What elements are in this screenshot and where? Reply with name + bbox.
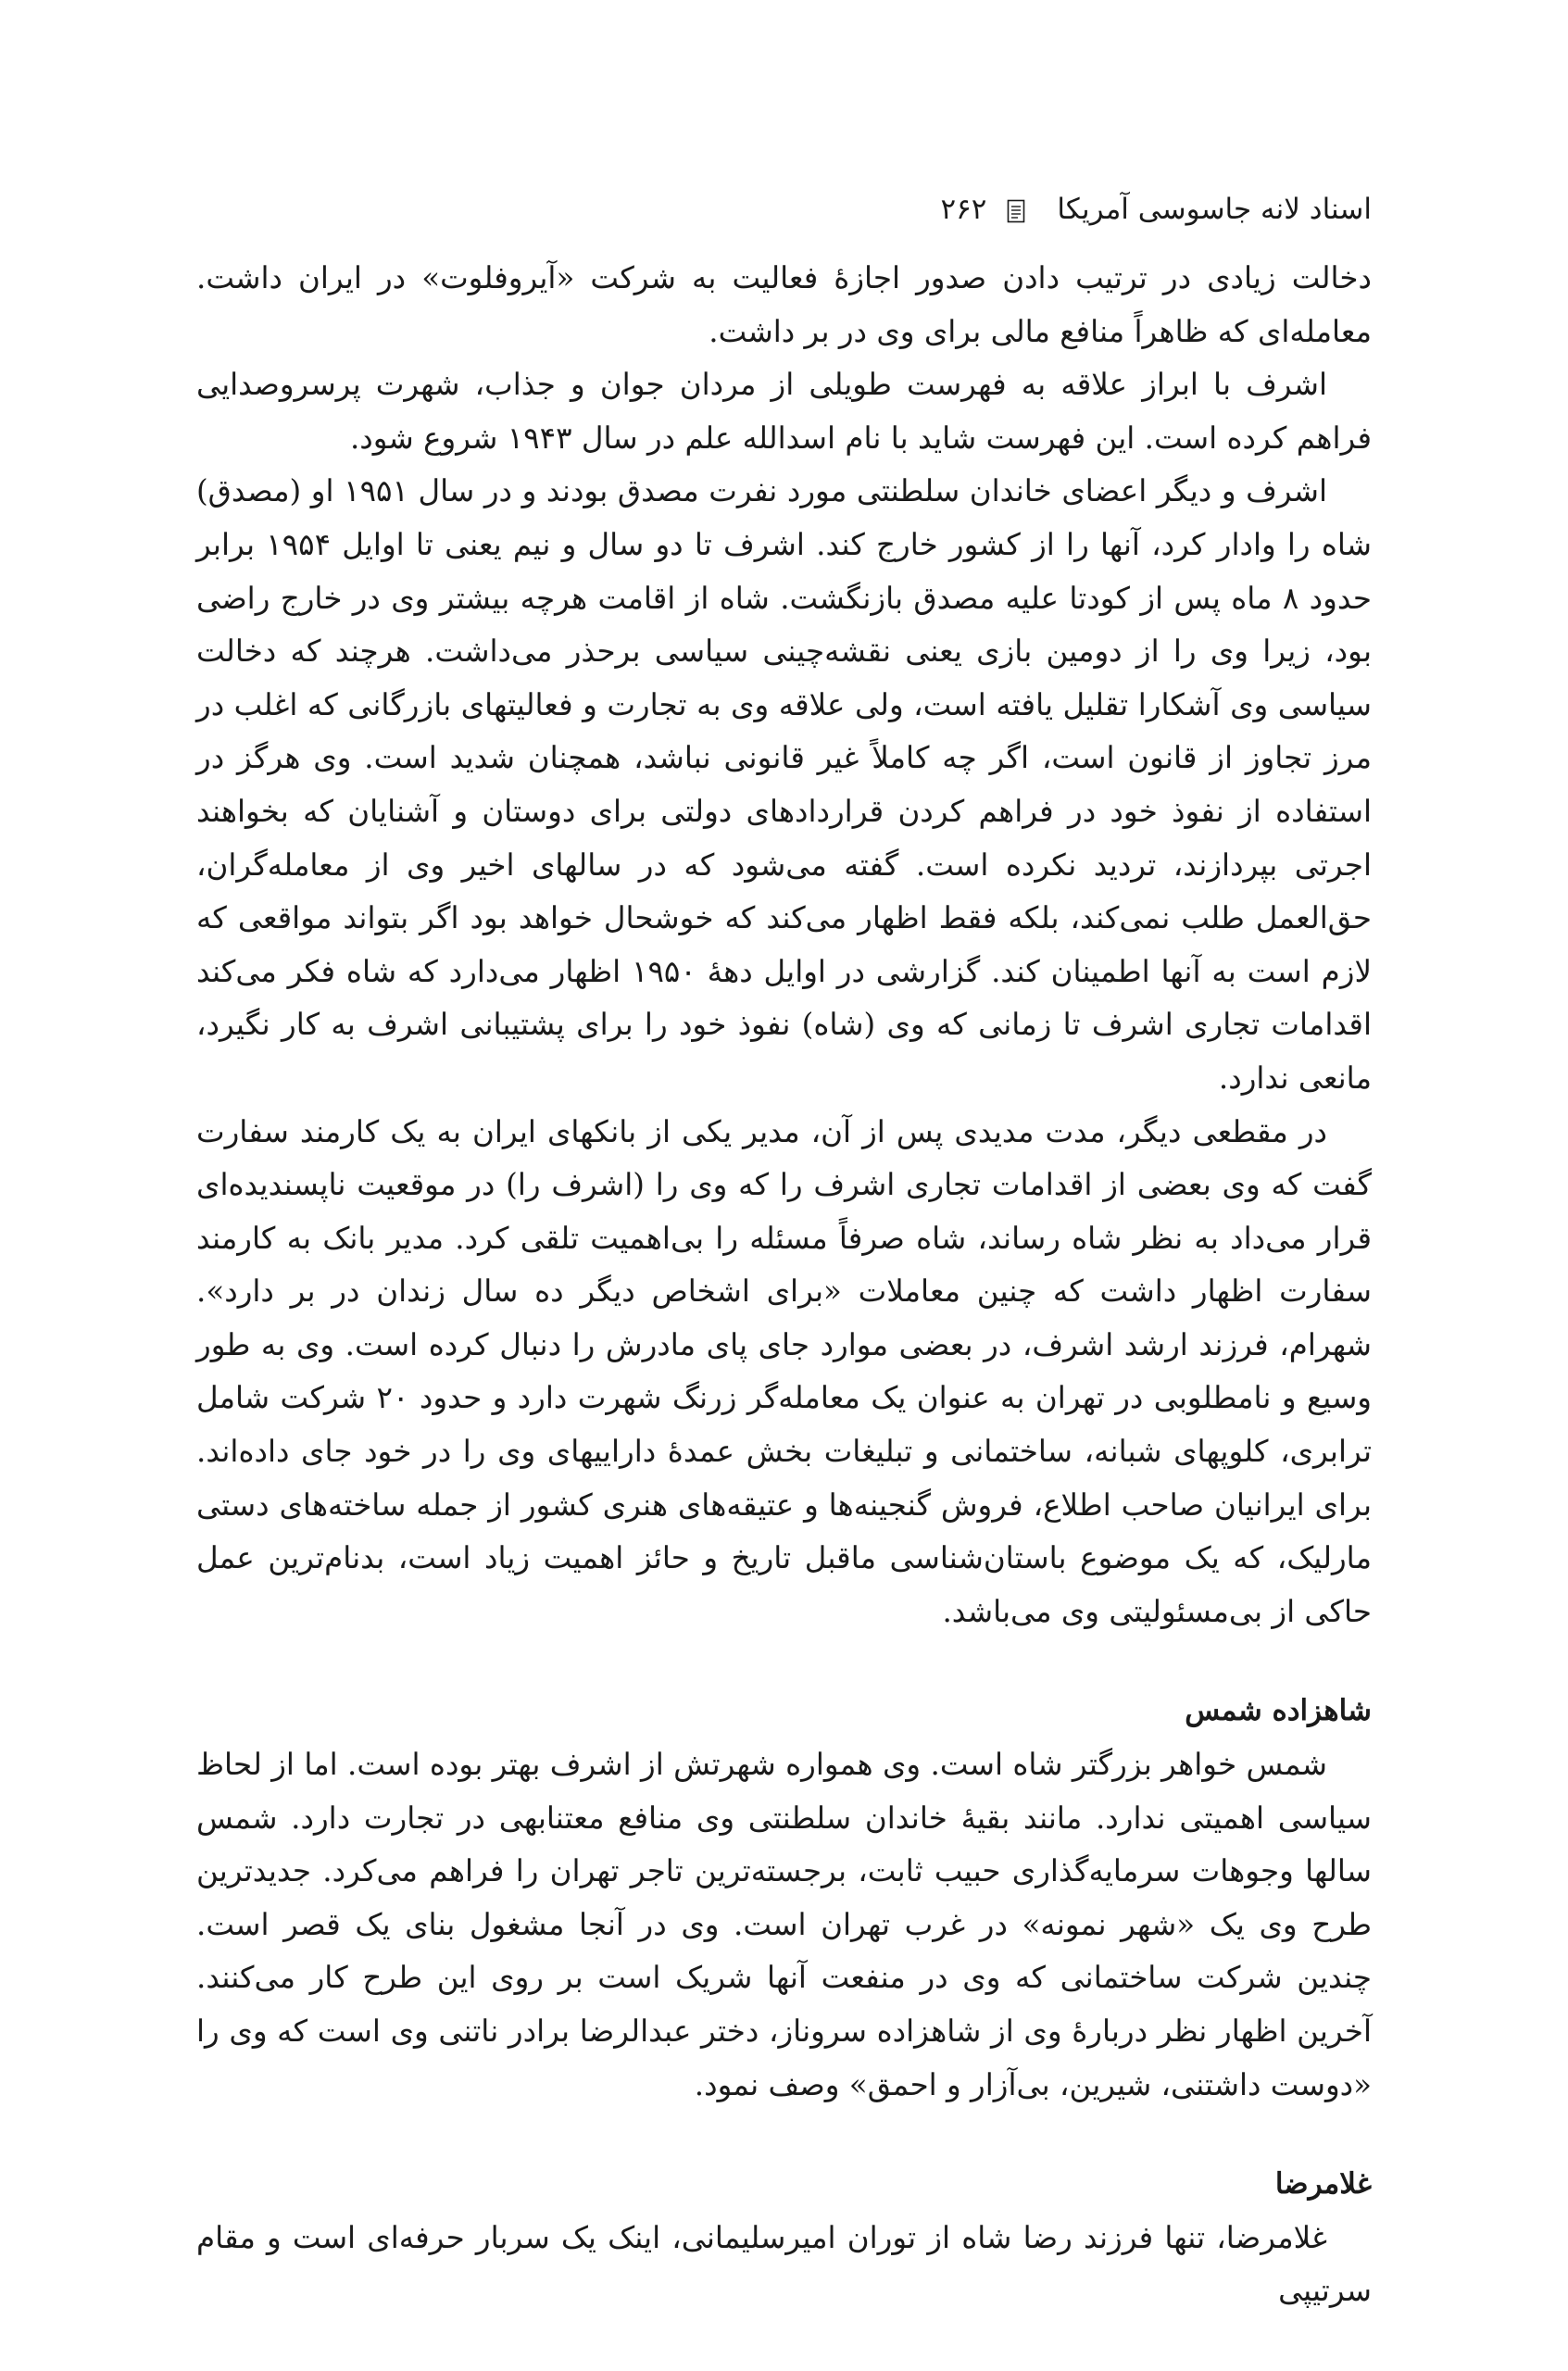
- body-text: [196, 252, 1372, 2318]
- paragraph-ashraf-exile: اشرف و دیگر اعضای خاندان سلطنتی مورد نفرت مصدق بودند و در سال ۱۹۵۱ او (مصدق) شاه را وادار کرد، آنها را از کشور خارج کند. اشرف تا دو سال و نیم یعنی تا اوایل ۱۹۵۴ برابر حدود ۸ ماه پس از کودتا علیه مصدق بازنگشت. شاه از اقامت هرچه بیشتر وی در خارج راضی بود، زیرا وی را از دومین بازی یعنی نقشه‌چینی سیاسی برحذر می‌داشت. هرچند که دخالت سیاسی وی آشکارا تقلیل یافته است، ولی علاقه وی به تجارت و فعالیتهای بازرگانی که اغلب در مرز تجاوز از قانون است، اگر چه کاملاً غیر قانونی نباشد، همچنان شدید است. وی هرگز در استفاده از نفوذ خود در فراهم کردن قراردادهای دولتی برای دوستان و آشنایان که بخواهند اجرتی بپردازند، تردید نکرده است. گفته می‌شود که در سالهای اخیر وی از معامله‌گران، حق‌العمل طلب نمی‌کند، بلکه فقط اظهار می‌کند که خوشحال خواهد بود اگر بتواند مواقعی که لازم است به آنها اطمینان کند. گزارشی در اوایل دههٔ ۱۹۵۰ اظهار می‌دارد که شاه فکر می‌کند اقدامات تجاری اشرف تا زمانی که وی (شاه) نفوذ خود را برای پشتیبانی اشرف به کار نگیرد، مانعی ندارد.: [196, 473, 1372, 1096]
- document-icon: [1007, 197, 1025, 221]
- paragraph-gholamreza: غلامرضا، تنها فرزند رضا شاه از توران امیرسلیمانی، اینک یک سربار حرفه‌ای است و مقام سرتیپی: [196, 2219, 1372, 2309]
- section-spacer: [196, 2112, 1372, 2158]
- page-number: ۲۶۲: [940, 193, 987, 226]
- section-heading-shams: شاهزاده شمس: [1185, 1694, 1372, 1728]
- paragraph-ashraf-reputation: اشرف با ابراز علاقه به فهرست طویلی از مردان جوان و جذاب، شهرت پرسروصدایی فراهم کرده است. این فهرست شاید با نام اسدالله علم در سال ۱۹۴۳ شروع شود.: [196, 367, 1372, 456]
- running-head: [196, 183, 1372, 235]
- book-title: اسناد لانه جاسوسی آمریکا: [1057, 193, 1372, 226]
- paragraph-continuation: دخالت زیادی در ترتیب دادن صدور اجازهٔ فعالیت به شرکت «آیروفلوت» در ایران داشت. معامله‌ای که ظاهراً منافع مالی برای وی در بر داشت.: [196, 260, 1372, 349]
- section-spacer: [196, 1638, 1372, 1685]
- section-heading-gholamreza: غلامرضا: [1274, 2167, 1372, 2202]
- paragraph-shams: شمس خواهر بزرگتر شاه است. وی همواره شهرتش از اشرف بهتر بوده است. اما از لحاظ سیاسی اهمیتی ندارد. مانند بقیهٔ خاندان سلطنتی وی منافع معتنابهی در تجارت دارد. شمس سالها وجوهات سرمایه‌گذاری حبیب ثابت، برجسته‌ترین تاجر تهران را فراهم می‌کرد. جدیدترین طرح وی یک «شهر نمونه» در غرب تهران است. وی در آنجا مشغول بنای یک قصر است. چندین شرکت ساختمانی که وی در منفعت آنها شریک است بر روی این طرح کار می‌کنند. آخرین اظهار نظر دربارهٔ وی از شاهزاده سروناز، دختر عبدالرضا برادر ناتنی وی است که وی را «دوست داشتنی، شیرین، بی‌آزار و احمق» وصف نمود.: [196, 1747, 1372, 2102]
- paragraph-ashraf-business: در مقطعی دیگر، مدت مدیدی پس از آن، مدیر یکی از بانکهای ایران به یک کارمند سفارت گفت که وی بعضی از اقدامات تجاری اشرف را که وی را (اشرف را) در موقعیت ناپسندیده‌ای قرار می‌داد به نظر شاه رساند، شاه صرفاً مسئله را بی‌اهمیت تلقی کرد. مدیر بانک به کارمند سفارت اظهار داشت که چنین معاملات «برای اشخاص دیگر ده سال زندان در بر دارد». شهرام، فرزند ارشد اشرف، در بعضی موارد جای پای مادرش را دنبال کرده است. وی به طور وسیع و نامطلوبی در تهران به عنوان یک معامله‌گر زرنگ شهرت دارد و حدود ۲۰ شرکت شامل ترابری، کلوپهای شبانه، ساختمانی و تبلیغات بخش عمدهٔ داراییهای وی را در خود جای داده‌اند. برای ایرانیان صاحب اطلاع، فروش گنجینه‌ها و عتیقه‌های هنری کشور از جمله ساخته‌های دستی مارلیک، که یک موضوع باستان‌شناسی ماقبل تاریخ و حائز اهمیت زیاد است، بدنام‌ترین عمل حاکی از بی‌مسئولیتی وی می‌باشد.: [196, 1113, 1373, 1629]
